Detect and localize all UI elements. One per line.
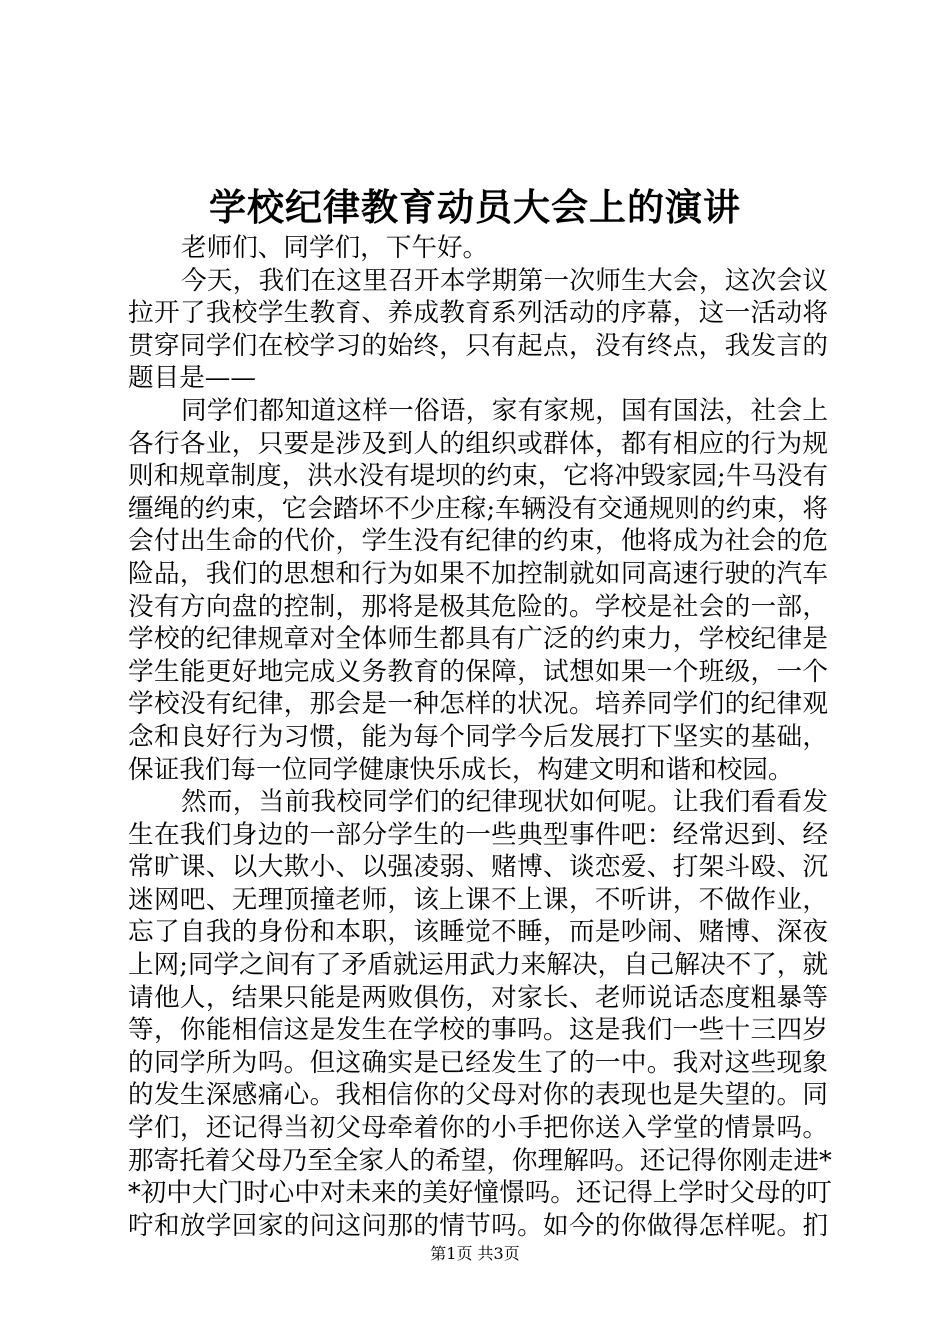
- text-line: *初中大门时心中对未来的美好憧憬吗。还记得上学时父母的叮: [128, 1178, 832, 1209]
- text-line: 学生能更好地完成义务教育的保障，试想如果一个班级，一个: [128, 656, 828, 687]
- text-line: 上网;同学之间有了矛盾就运用武力来解决，自己解决不了，就: [128, 950, 828, 981]
- text-line: 老师们、同学们，下午好。: [181, 233, 489, 263]
- text-line: 保证我们每一位同学健康快乐成长，构建文明和谐和校园。: [128, 754, 794, 785]
- text-line: 险品，我们的思想和行为如果不加控制就如同高速行驶的汽车: [128, 558, 828, 589]
- text-line: 然而，当前我校同学们的纪律现状如何呢。让我们看看发: [181, 787, 828, 818]
- text-line: 等，你能相信这是发生在学校的事吗。这是我们一些十三四岁: [128, 1015, 828, 1046]
- text-line: 那寄托着父母乃至全家人的希望，你理解吗。还记得你刚走进*: [128, 1145, 832, 1176]
- text-line: 的发生深感痛心。我相信你的父母对你的表现也是失望的。同: [128, 1080, 828, 1111]
- text-line: 常旷课、以大欺小、以强凌弱、赌博、谈恋爱、打架斗殴、沉: [128, 852, 828, 883]
- text-line: 生在我们身边的一部分学生的一些典型事件吧：经常迟到、经: [128, 819, 828, 850]
- text-line: 拉开了我校学生教育、养成教育系列活动的序幕，这一活动将: [128, 298, 828, 329]
- text-line: 缰绳的约束，它会踏坏不少庄稼;车辆没有交通规则的约束，将: [128, 493, 828, 524]
- text-line: 题目是——: [128, 363, 256, 394]
- text-line: 咛和放学回家的问这问那的情节吗。如今的你做得怎样呢。扪: [128, 1210, 828, 1241]
- text-line: 今天，我们在这里召开本学期第一次师生大会，这次会议: [181, 265, 828, 296]
- document-body: [128, 232, 832, 1242]
- text-line: 请他人，结果只能是两败俱伤，对家长、老师说话态度粗暴等: [128, 982, 828, 1013]
- text-line: 学们，还记得当初父母牵着你的小手把你送入学堂的情景吗。: [128, 1113, 828, 1144]
- text-line: 各行各业，只要是涉及到人的组织或群体，都有相应的行为规: [128, 428, 828, 459]
- text-line: 念和良好行为习惯，能为每个同学今后发展打下坚实的基础，: [128, 721, 828, 752]
- text-line: 会付出生命的代价，学生没有纪律的约束，他将成为社会的危: [128, 526, 828, 557]
- document-title: 学校纪律教育动员大会上的演讲: [209, 185, 741, 229]
- text-line: 则和规章制度，洪水没有堤坝的约束，它将冲毁家园;牛马没有: [128, 461, 828, 492]
- text-line: 迷网吧、无理顶撞老师，该上课不上课，不听讲，不做作业，: [128, 884, 828, 915]
- text-line: 同学们都知道这样一俗语，家有家规，国有国法，社会上: [181, 395, 828, 426]
- text-line: 忘了自我的身份和本职，该睡觉不睡，而是吵闹、赌博、深夜: [128, 917, 828, 948]
- text-line: 贯穿同学们在校学习的始终，只有起点，没有终点，我发言的: [128, 330, 828, 361]
- text-line: 学校的纪律规章对全体师生都具有广泛的约束力，学校纪律是: [128, 624, 828, 655]
- text-line: 学校没有纪律，那会是一种怎样的状况。培养同学们的纪律观: [128, 689, 828, 720]
- text-line: 的同学所为吗。但这确实是已经发生了的一中。我对这些现象: [128, 1047, 828, 1078]
- page-footer: 第1页 共3页: [430, 1244, 520, 1263]
- text-line: 没有方向盘的控制，那将是极其危险的。学校是社会的一部，: [128, 591, 828, 622]
